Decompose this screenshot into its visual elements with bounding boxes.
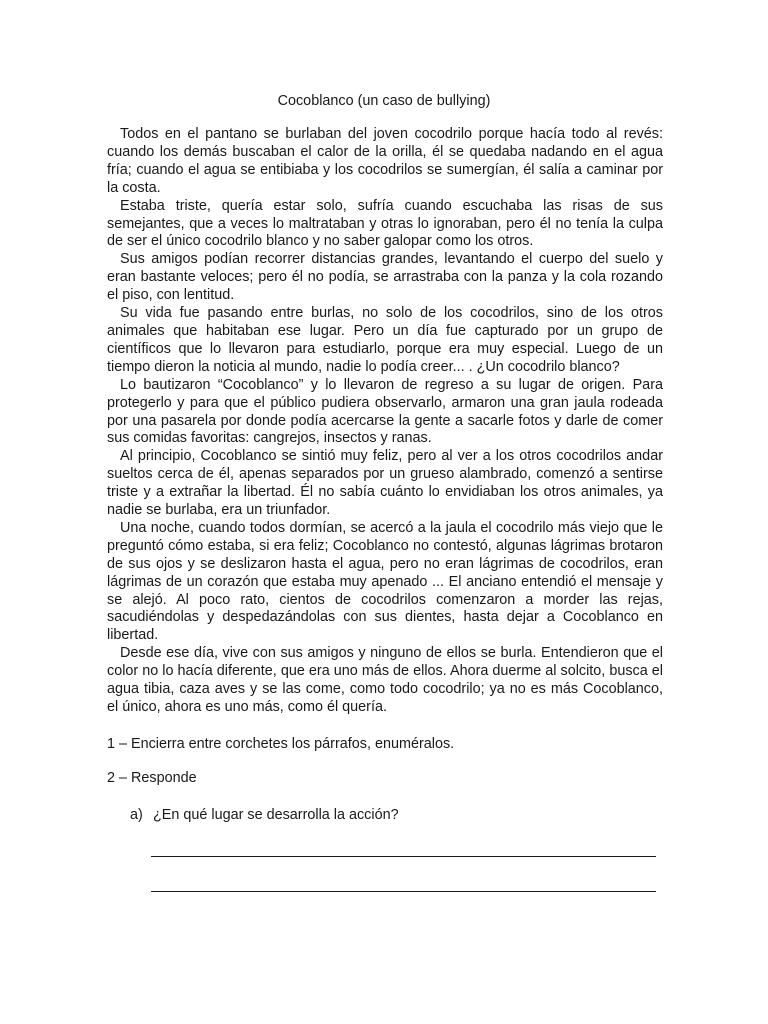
paragraph-8: Desde ese día, vive con sus amigos y ninguno de ellos se burla. Entendieron que el color no lo hacía diferente, que era uno más de ellos. Ahora duerme al solcito, busca el agua tibia, caza aves y se las come, como todo cocodrilo; ya no es más Cocoblanco, el único, ahora es uno más, como él quería. [107,645,663,715]
paragraph-4: Su vida fue pasando entre burlas, no solo de los cocodrilos, sino de los otros animales que habitaban ese lugar. Pero un día fue capturado por un grupo de científicos que lo llevaron para estudiarlo, porque era muy especial. Luego de un tiempo dieron la noticia al mundo, nadie lo podía creer... . ¿Un cocodrilo blanco? [107,305,663,375]
answer-line-1[interactable] [151,856,656,857]
question-2a-text: ¿En qué lugar se desarrolla la acción? [153,807,399,823]
answer-line-2[interactable] [151,891,656,892]
paragraph-5: Lo bautizaron “Cocoblanco” y lo llevaron de regreso a su lugar de origen. Para protegerlo y para que el público pudiera observarlo, armaron una gran jaula rodeada por una pasarela por donde podía acercarse la gente a sacarle fotos y darle de comer sus comidas favoritas: cangrejos, insectos y ranas. [107,376,663,447]
question-2: 2 – Responde [107,770,197,786]
paragraph-7: Una noche, cuando todos dormían, se acercó a la jaula el cocodrilo más viejo que le preguntó cómo estaba, si era feliz; Cocoblanco no contestó, algunas lágrimas brotaron de sus ojos y se deslizaron hasta el agua, pero no eran lágrimas de cocodrilos, eran lágrimas de un corazón que estaba muy apenado ... El anciano entendió el mensaje y se alejó. Al poco rato, cientos de cocodrilos comenzaron a morder las rejas, sacudiéndolas y despedazándolas con sus dientes, hasta dejar a Cocoblanco en libertad. [107,519,663,644]
question-2a [130,806,399,824]
story-text [107,126,663,717]
paragraph-1: Todos en el pantano se burlaban del joven cocodrilo porque hacía todo al revés: cuando los demás buscaban el calor de la orilla, él se quedaba nadando en el agua fría; cuando el agua se entibiaba y los cocodrilos se sumergían, él salía a caminar por la costa. [107,126,663,196]
paragraph-2: Estaba triste, quería estar solo, sufría cuando escuchaba las risas de sus semejantes, que a veces lo maltrataban y otras lo ignoraban, pero él no tenía la culpa de ser el único cocodrilo blanco y no saber galopar como los otros. [107,197,663,250]
document-title: Cocoblanco (un caso de bullying) [277,93,491,109]
question-1: 1 – Encierra entre corchetes los párrafos, enuméralos. [107,736,455,752]
question-2a-letter: a) [130,807,143,823]
paragraph-6: Al principio, Cocoblanco se sintió muy feliz, pero al ver a los otros cocodrilos andar sueltos cerca de él, apenas separados por un grueso alambrado, comenzó a sentirse triste y a extrañar la libertad. Él no sabía cuánto lo envidiaban los otros animales, ya nadie se burlaba, era un triunfador. [107,448,663,519]
paragraph-3: Sus amigos podían recorrer distancias grandes, levantando el cuerpo del suelo y eran bastante veloces; pero él no podía, se arrastraba con la panza y la cola rozando el piso, con lentitud. [107,251,663,304]
